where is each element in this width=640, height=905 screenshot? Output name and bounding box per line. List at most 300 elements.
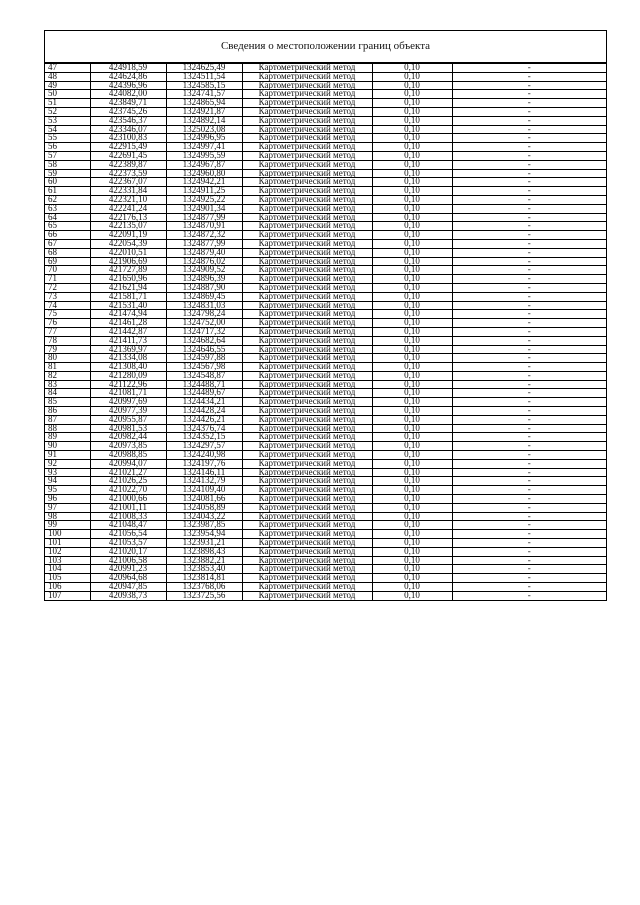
table-row xyxy=(45,530,606,539)
point-number-cell: 96 xyxy=(45,495,90,504)
method-cell: Картометрический метод xyxy=(242,310,372,319)
table-row xyxy=(45,125,606,134)
method-cell: Картометрический метод xyxy=(242,90,372,99)
accuracy-cell: 0,10 xyxy=(372,319,452,328)
description-cell: - xyxy=(452,169,606,178)
description-cell: - xyxy=(452,107,606,116)
point-number-cell: 60 xyxy=(45,178,90,187)
method-cell: Картометрический метод xyxy=(242,204,372,213)
method-cell: Картометрический метод xyxy=(242,151,372,160)
coord-y-cell: 1324297,57 xyxy=(166,442,242,451)
coord-y-cell: 1324548,87 xyxy=(166,371,242,380)
coord-y-cell: 1324376,74 xyxy=(166,424,242,433)
method-cell: Картометрический метод xyxy=(242,477,372,486)
accuracy-cell: 0,10 xyxy=(372,195,452,204)
coord-y-cell: 1324896,39 xyxy=(166,275,242,284)
coord-y-cell: 1324043,22 xyxy=(166,512,242,521)
accuracy-cell: 0,10 xyxy=(372,565,452,574)
table-row xyxy=(45,116,606,125)
point-number-cell: 85 xyxy=(45,398,90,407)
method-cell: Картометрический метод xyxy=(242,521,372,530)
point-number-cell: 106 xyxy=(45,583,90,592)
table-row xyxy=(45,354,606,363)
description-cell: - xyxy=(452,64,606,73)
method-cell: Картометрический метод xyxy=(242,591,372,599)
coord-y-cell: 1324646,55 xyxy=(166,345,242,354)
coord-x-cell: 420988,85 xyxy=(90,451,166,460)
accuracy-cell: 0,10 xyxy=(372,495,452,504)
coord-y-cell: 1323931,21 xyxy=(166,539,242,548)
table-row xyxy=(45,213,606,222)
description-cell: - xyxy=(452,495,606,504)
method-cell: Картометрический метод xyxy=(242,64,372,73)
coord-y-cell: 1324109,40 xyxy=(166,486,242,495)
table-row xyxy=(45,468,606,477)
accuracy-cell: 0,10 xyxy=(372,266,452,275)
method-cell: Картометрический метод xyxy=(242,72,372,81)
coord-y-cell: 1324925,22 xyxy=(166,195,242,204)
accuracy-cell: 0,10 xyxy=(372,134,452,143)
description-cell: - xyxy=(452,204,606,213)
coord-x-cell: 422915,49 xyxy=(90,143,166,152)
coord-x-cell: 421021,27 xyxy=(90,468,166,477)
accuracy-cell: 0,10 xyxy=(372,327,452,336)
point-number-cell: 90 xyxy=(45,442,90,451)
accuracy-cell: 0,10 xyxy=(372,451,452,460)
description-cell: - xyxy=(452,424,606,433)
method-cell: Картометрический метод xyxy=(242,283,372,292)
table-title: Сведения о местоположении границ объекта xyxy=(45,31,606,63)
coord-y-cell: 1324869,45 xyxy=(166,292,242,301)
coord-x-cell: 424082,00 xyxy=(90,90,166,99)
coord-y-cell: 1324892,14 xyxy=(166,116,242,125)
coord-y-cell: 1324887,90 xyxy=(166,283,242,292)
method-cell: Картометрический метод xyxy=(242,363,372,372)
accuracy-cell: 0,10 xyxy=(372,169,452,178)
description-cell: - xyxy=(452,195,606,204)
coord-x-cell: 420964,68 xyxy=(90,574,166,583)
accuracy-cell: 0,10 xyxy=(372,583,452,592)
table-row xyxy=(45,292,606,301)
coord-x-cell: 421621,94 xyxy=(90,283,166,292)
method-cell: Картометрический метод xyxy=(242,495,372,504)
coord-x-cell: 420981,53 xyxy=(90,424,166,433)
table-row xyxy=(45,521,606,530)
point-number-cell: 58 xyxy=(45,160,90,169)
description-cell: - xyxy=(452,556,606,565)
point-number-cell: 99 xyxy=(45,521,90,530)
coord-x-cell: 424918,59 xyxy=(90,64,166,73)
method-cell: Картометрический метод xyxy=(242,187,372,196)
coord-y-cell: 1324798,24 xyxy=(166,310,242,319)
table-row xyxy=(45,301,606,310)
accuracy-cell: 0,10 xyxy=(372,310,452,319)
coord-x-cell: 423346,07 xyxy=(90,125,166,134)
description-cell: - xyxy=(452,451,606,460)
description-cell: - xyxy=(452,143,606,152)
coord-x-cell: 421650,96 xyxy=(90,275,166,284)
coord-x-cell: 421906,69 xyxy=(90,257,166,266)
accuracy-cell: 0,10 xyxy=(372,574,452,583)
coord-y-cell: 1324240,98 xyxy=(166,451,242,460)
coord-x-cell: 421727,89 xyxy=(90,266,166,275)
description-cell: - xyxy=(452,574,606,583)
description-cell: - xyxy=(452,257,606,266)
coord-x-cell: 420977,39 xyxy=(90,407,166,416)
point-number-cell: 63 xyxy=(45,204,90,213)
accuracy-cell: 0,10 xyxy=(372,407,452,416)
description-cell: - xyxy=(452,231,606,240)
method-cell: Картометрический метод xyxy=(242,574,372,583)
table-row xyxy=(45,547,606,556)
description-cell: - xyxy=(452,407,606,416)
table-row xyxy=(45,222,606,231)
table-row xyxy=(45,81,606,90)
coord-y-cell: 1324146,11 xyxy=(166,468,242,477)
coord-x-cell: 422135,07 xyxy=(90,222,166,231)
coord-y-cell: 1324997,41 xyxy=(166,143,242,152)
coord-x-cell: 422010,51 xyxy=(90,248,166,257)
coordinates-table-body xyxy=(45,64,606,600)
point-number-cell: 104 xyxy=(45,565,90,574)
method-cell: Картометрический метод xyxy=(242,442,372,451)
description-cell: - xyxy=(452,459,606,468)
coord-x-cell: 421056,54 xyxy=(90,530,166,539)
table-row xyxy=(45,407,606,416)
table-row xyxy=(45,319,606,328)
point-number-cell: 48 xyxy=(45,72,90,81)
coord-x-cell: 422054,39 xyxy=(90,239,166,248)
point-number-cell: 71 xyxy=(45,275,90,284)
description-cell: - xyxy=(452,99,606,108)
coord-x-cell: 421053,57 xyxy=(90,539,166,548)
coord-x-cell: 423745,26 xyxy=(90,107,166,116)
method-cell: Картометрический метод xyxy=(242,107,372,116)
accuracy-cell: 0,10 xyxy=(372,283,452,292)
point-number-cell: 47 xyxy=(45,64,90,73)
method-cell: Картометрический метод xyxy=(242,257,372,266)
point-number-cell: 73 xyxy=(45,292,90,301)
accuracy-cell: 0,10 xyxy=(372,591,452,599)
accuracy-cell: 0,10 xyxy=(372,204,452,213)
point-number-cell: 77 xyxy=(45,327,90,336)
table-row xyxy=(45,451,606,460)
coord-y-cell: 1324682,64 xyxy=(166,336,242,345)
description-cell: - xyxy=(452,301,606,310)
coord-y-cell: 1324876,02 xyxy=(166,257,242,266)
coord-y-cell: 1323725,56 xyxy=(166,591,242,599)
accuracy-cell: 0,10 xyxy=(372,371,452,380)
coord-x-cell: 421411,73 xyxy=(90,336,166,345)
accuracy-cell: 0,10 xyxy=(372,292,452,301)
point-number-cell: 94 xyxy=(45,477,90,486)
method-cell: Картометрический метод xyxy=(242,336,372,345)
accuracy-cell: 0,10 xyxy=(372,151,452,160)
accuracy-cell: 0,10 xyxy=(372,160,452,169)
accuracy-cell: 0,10 xyxy=(372,301,452,310)
accuracy-cell: 0,10 xyxy=(372,521,452,530)
coordinates-table xyxy=(45,63,606,600)
point-number-cell: 61 xyxy=(45,187,90,196)
coord-y-cell: 1323853,40 xyxy=(166,565,242,574)
point-number-cell: 92 xyxy=(45,459,90,468)
coord-y-cell: 1324911,25 xyxy=(166,187,242,196)
coord-x-cell: 420982,44 xyxy=(90,433,166,442)
coord-y-cell: 1324921,87 xyxy=(166,107,242,116)
table-row xyxy=(45,336,606,345)
description-cell: - xyxy=(452,583,606,592)
table-row xyxy=(45,99,606,108)
method-cell: Картометрический метод xyxy=(242,275,372,284)
coord-y-cell: 1323882,21 xyxy=(166,556,242,565)
coord-x-cell: 421020,17 xyxy=(90,547,166,556)
accuracy-cell: 0,10 xyxy=(372,556,452,565)
table-row xyxy=(45,565,606,574)
coord-x-cell: 422241,24 xyxy=(90,204,166,213)
table-row xyxy=(45,231,606,240)
coord-x-cell: 420938,73 xyxy=(90,591,166,599)
point-number-cell: 88 xyxy=(45,424,90,433)
method-cell: Картометрический метод xyxy=(242,512,372,521)
coord-x-cell: 421531,40 xyxy=(90,301,166,310)
coord-y-cell: 1324879,40 xyxy=(166,248,242,257)
description-cell: - xyxy=(452,591,606,599)
accuracy-cell: 0,10 xyxy=(372,239,452,248)
method-cell: Картометрический метод xyxy=(242,486,372,495)
coord-x-cell: 422691,45 xyxy=(90,151,166,160)
coord-y-cell: 1323814,81 xyxy=(166,574,242,583)
point-number-cell: 80 xyxy=(45,354,90,363)
method-cell: Картометрический метод xyxy=(242,266,372,275)
coord-y-cell: 1324597,88 xyxy=(166,354,242,363)
description-cell: - xyxy=(452,125,606,134)
coord-x-cell: 422367,07 xyxy=(90,178,166,187)
description-cell: - xyxy=(452,222,606,231)
table-row xyxy=(45,363,606,372)
table-row xyxy=(45,248,606,257)
table-row xyxy=(45,389,606,398)
point-number-cell: 87 xyxy=(45,415,90,424)
method-cell: Картометрический метод xyxy=(242,327,372,336)
method-cell: Картометрический метод xyxy=(242,248,372,257)
method-cell: Картометрический метод xyxy=(242,301,372,310)
coord-x-cell: 421308,40 xyxy=(90,363,166,372)
coord-y-cell: 1324752,00 xyxy=(166,319,242,328)
coord-x-cell: 424624,86 xyxy=(90,72,166,81)
coord-y-cell: 1324872,32 xyxy=(166,231,242,240)
table-row xyxy=(45,90,606,99)
point-number-cell: 97 xyxy=(45,503,90,512)
coord-x-cell: 420955,87 xyxy=(90,415,166,424)
accuracy-cell: 0,10 xyxy=(372,187,452,196)
description-cell: - xyxy=(452,213,606,222)
coord-y-cell: 1324831,03 xyxy=(166,301,242,310)
coord-x-cell: 421461,28 xyxy=(90,319,166,328)
table-row xyxy=(45,327,606,336)
description-cell: - xyxy=(452,415,606,424)
table-row xyxy=(45,424,606,433)
method-cell: Картометрический метод xyxy=(242,583,372,592)
accuracy-cell: 0,10 xyxy=(372,231,452,240)
coord-y-cell: 1324960,80 xyxy=(166,169,242,178)
coord-x-cell: 422389,87 xyxy=(90,160,166,169)
coord-y-cell: 1324488,71 xyxy=(166,380,242,389)
point-number-cell: 86 xyxy=(45,407,90,416)
method-cell: Картометрический метод xyxy=(242,415,372,424)
point-number-cell: 50 xyxy=(45,90,90,99)
point-number-cell: 100 xyxy=(45,530,90,539)
coord-x-cell: 421474,94 xyxy=(90,310,166,319)
point-number-cell: 78 xyxy=(45,336,90,345)
accuracy-cell: 0,10 xyxy=(372,363,452,372)
coord-x-cell: 421442,87 xyxy=(90,327,166,336)
table-row xyxy=(45,257,606,266)
table-row xyxy=(45,371,606,380)
accuracy-cell: 0,10 xyxy=(372,81,452,90)
method-cell: Картометрический метод xyxy=(242,371,372,380)
description-cell: - xyxy=(452,134,606,143)
point-number-cell: 103 xyxy=(45,556,90,565)
description-cell: - xyxy=(452,512,606,521)
description-cell: - xyxy=(452,327,606,336)
coord-x-cell: 423100,83 xyxy=(90,134,166,143)
point-number-cell: 102 xyxy=(45,547,90,556)
coord-y-cell: 1324434,21 xyxy=(166,398,242,407)
coord-y-cell: 1324877,99 xyxy=(166,239,242,248)
coord-y-cell: 1324996,95 xyxy=(166,134,242,143)
table-row xyxy=(45,495,606,504)
accuracy-cell: 0,10 xyxy=(372,99,452,108)
description-cell: - xyxy=(452,521,606,530)
description-cell: - xyxy=(452,239,606,248)
description-cell: - xyxy=(452,530,606,539)
point-number-cell: 49 xyxy=(45,81,90,90)
coord-x-cell: 423546,37 xyxy=(90,116,166,125)
coord-x-cell: 421081,71 xyxy=(90,389,166,398)
table-row xyxy=(45,143,606,152)
point-number-cell: 75 xyxy=(45,310,90,319)
point-number-cell: 107 xyxy=(45,591,90,599)
coord-x-cell: 420997,69 xyxy=(90,398,166,407)
accuracy-cell: 0,10 xyxy=(372,503,452,512)
description-cell: - xyxy=(452,319,606,328)
table-row xyxy=(45,380,606,389)
method-cell: Картометрический метод xyxy=(242,169,372,178)
coord-x-cell: 420991,23 xyxy=(90,565,166,574)
point-number-cell: 66 xyxy=(45,231,90,240)
accuracy-cell: 0,10 xyxy=(372,336,452,345)
point-number-cell: 82 xyxy=(45,371,90,380)
method-cell: Картометрический метод xyxy=(242,143,372,152)
method-cell: Картометрический метод xyxy=(242,407,372,416)
coord-y-cell: 1323987,85 xyxy=(166,521,242,530)
method-cell: Картометрический метод xyxy=(242,539,372,548)
coord-x-cell: 421001,11 xyxy=(90,503,166,512)
coord-y-cell: 1324870,91 xyxy=(166,222,242,231)
table-row xyxy=(45,64,606,73)
coord-x-cell: 421008,33 xyxy=(90,512,166,521)
description-cell: - xyxy=(452,275,606,284)
method-cell: Картометрический метод xyxy=(242,354,372,363)
coord-y-cell: 1324489,67 xyxy=(166,389,242,398)
method-cell: Картометрический метод xyxy=(242,424,372,433)
description-cell: - xyxy=(452,442,606,451)
coord-x-cell: 422331,84 xyxy=(90,187,166,196)
method-cell: Картометрический метод xyxy=(242,195,372,204)
description-cell: - xyxy=(452,160,606,169)
coord-y-cell: 1324942,21 xyxy=(166,178,242,187)
method-cell: Картометрический метод xyxy=(242,178,372,187)
table-row xyxy=(45,239,606,248)
table-row xyxy=(45,512,606,521)
point-number-cell: 105 xyxy=(45,574,90,583)
accuracy-cell: 0,10 xyxy=(372,125,452,134)
method-cell: Картометрический метод xyxy=(242,451,372,460)
coord-x-cell: 420973,85 xyxy=(90,442,166,451)
coord-x-cell: 421334,08 xyxy=(90,354,166,363)
table-row xyxy=(45,204,606,213)
coord-y-cell: 1324995,59 xyxy=(166,151,242,160)
description-cell: - xyxy=(452,371,606,380)
description-cell: - xyxy=(452,151,606,160)
accuracy-cell: 0,10 xyxy=(372,459,452,468)
description-cell: - xyxy=(452,477,606,486)
accuracy-cell: 0,10 xyxy=(372,72,452,81)
method-cell: Картометрический метод xyxy=(242,389,372,398)
table-row xyxy=(45,151,606,160)
accuracy-cell: 0,10 xyxy=(372,530,452,539)
method-cell: Картометрический метод xyxy=(242,160,372,169)
description-cell: - xyxy=(452,486,606,495)
description-cell: - xyxy=(452,266,606,275)
method-cell: Картометрический метод xyxy=(242,530,372,539)
table-row xyxy=(45,187,606,196)
coord-x-cell: 422091,19 xyxy=(90,231,166,240)
accuracy-cell: 0,10 xyxy=(372,90,452,99)
coord-y-cell: 1324058,89 xyxy=(166,503,242,512)
accuracy-cell: 0,10 xyxy=(372,468,452,477)
accuracy-cell: 0,10 xyxy=(372,143,452,152)
coord-x-cell: 422176,13 xyxy=(90,213,166,222)
accuracy-cell: 0,10 xyxy=(372,433,452,442)
method-cell: Картометрический метод xyxy=(242,116,372,125)
coord-x-cell: 421280,09 xyxy=(90,371,166,380)
description-cell: - xyxy=(452,283,606,292)
description-cell: - xyxy=(452,345,606,354)
point-number-cell: 53 xyxy=(45,116,90,125)
point-number-cell: 74 xyxy=(45,301,90,310)
accuracy-cell: 0,10 xyxy=(372,275,452,284)
coord-x-cell: 421122,96 xyxy=(90,380,166,389)
method-cell: Картометрический метод xyxy=(242,503,372,512)
coord-y-cell: 1324865,94 xyxy=(166,99,242,108)
description-cell: - xyxy=(452,336,606,345)
point-number-cell: 76 xyxy=(45,319,90,328)
coord-y-cell: 1325023,08 xyxy=(166,125,242,134)
accuracy-cell: 0,10 xyxy=(372,380,452,389)
table-row xyxy=(45,477,606,486)
table-row xyxy=(45,72,606,81)
table-row xyxy=(45,459,606,468)
accuracy-cell: 0,10 xyxy=(372,424,452,433)
description-cell: - xyxy=(452,354,606,363)
method-cell: Картометрический метод xyxy=(242,565,372,574)
point-number-cell: 72 xyxy=(45,283,90,292)
coord-y-cell: 1324741,57 xyxy=(166,90,242,99)
method-cell: Картометрический метод xyxy=(242,380,372,389)
accuracy-cell: 0,10 xyxy=(372,178,452,187)
table-row xyxy=(45,160,606,169)
